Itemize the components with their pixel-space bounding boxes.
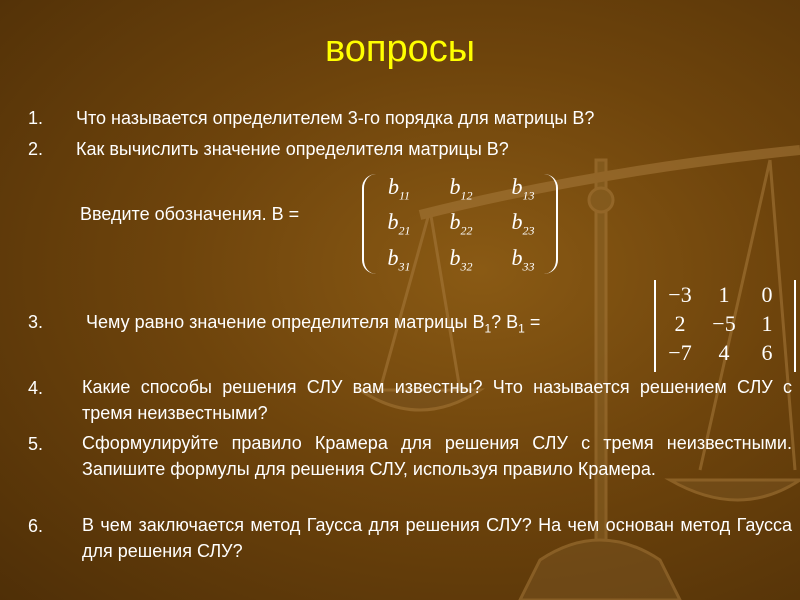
matrix-b bbox=[368, 174, 554, 274]
question-2-number: 2. bbox=[28, 139, 44, 159]
matrix-b-cell: $b_{11}$ bbox=[387, 174, 411, 203]
question-5-number: 5. bbox=[28, 434, 44, 454]
matrix-b-cell: $b_{22}$ bbox=[449, 209, 473, 238]
matrix-b-cell: $b_{12}$ bbox=[449, 174, 473, 203]
question-1 bbox=[28, 107, 595, 129]
question-3-number: 3. bbox=[28, 312, 44, 332]
matrix-b-cell: $b_{31}$ bbox=[387, 244, 411, 274]
matrix-b-cell: $b_{33}$ bbox=[511, 244, 535, 274]
question-6-text: В чем заключается метод Гаусса для решения СЛУ? На чем основан метод Гаусса для решения СЛУ? bbox=[82, 515, 792, 561]
question-1-text: Что называется определителем 3-го порядка для матрицы В? bbox=[76, 108, 595, 128]
matrix-b-cell: $b_{32}$ bbox=[449, 244, 473, 274]
matrix-b1-cell: 6 bbox=[761, 340, 773, 365]
matrix-b1 bbox=[658, 282, 788, 366]
matrix-b1-cell: 4 bbox=[718, 340, 730, 365]
question-4-text: Какие способы решения СЛУ вам известны? Что называется решением СЛУ с тремя неизвестными? bbox=[82, 377, 792, 423]
question-5-text: Сформулируйте правило Крамера для решения СЛУ с тремя неизвестными. Запишите формулы для решения СЛУ, используя правило Крамера. bbox=[82, 433, 792, 479]
matrix-b-cell: $b_{23}$ bbox=[511, 209, 535, 238]
matrix-b1-cell: −5 bbox=[712, 311, 736, 336]
question-2 bbox=[28, 138, 509, 160]
matrix-b1-cell: 1 bbox=[718, 282, 730, 307]
matrix-b-cell: $b_{13}$ bbox=[511, 174, 535, 203]
matrix-b1-cell: 1 bbox=[761, 311, 773, 336]
question-6-number: 6. bbox=[28, 516, 44, 536]
question-3-text: Чему равно значение определителя матрицы $В_1$? $В_1$ = bbox=[86, 312, 541, 336]
matrix-b1-cell: −3 bbox=[668, 282, 692, 307]
question-4-number: 4. bbox=[28, 378, 44, 398]
matrix-b1-cell: −7 bbox=[668, 340, 692, 365]
question-3 bbox=[28, 311, 541, 336]
question-1-number: 1. bbox=[28, 108, 44, 128]
matrix-b-cell: $b_{21}$ bbox=[387, 209, 411, 238]
matrix-b1-cell: 0 bbox=[761, 282, 773, 307]
notation-label: Введите обозначения. В = bbox=[80, 204, 300, 224]
page-title: вопросы bbox=[324, 28, 476, 70]
question-2-text: Как вычислить значение определителя матрицы В? bbox=[76, 139, 509, 159]
matrix-b1-cell: 2 bbox=[674, 311, 686, 336]
